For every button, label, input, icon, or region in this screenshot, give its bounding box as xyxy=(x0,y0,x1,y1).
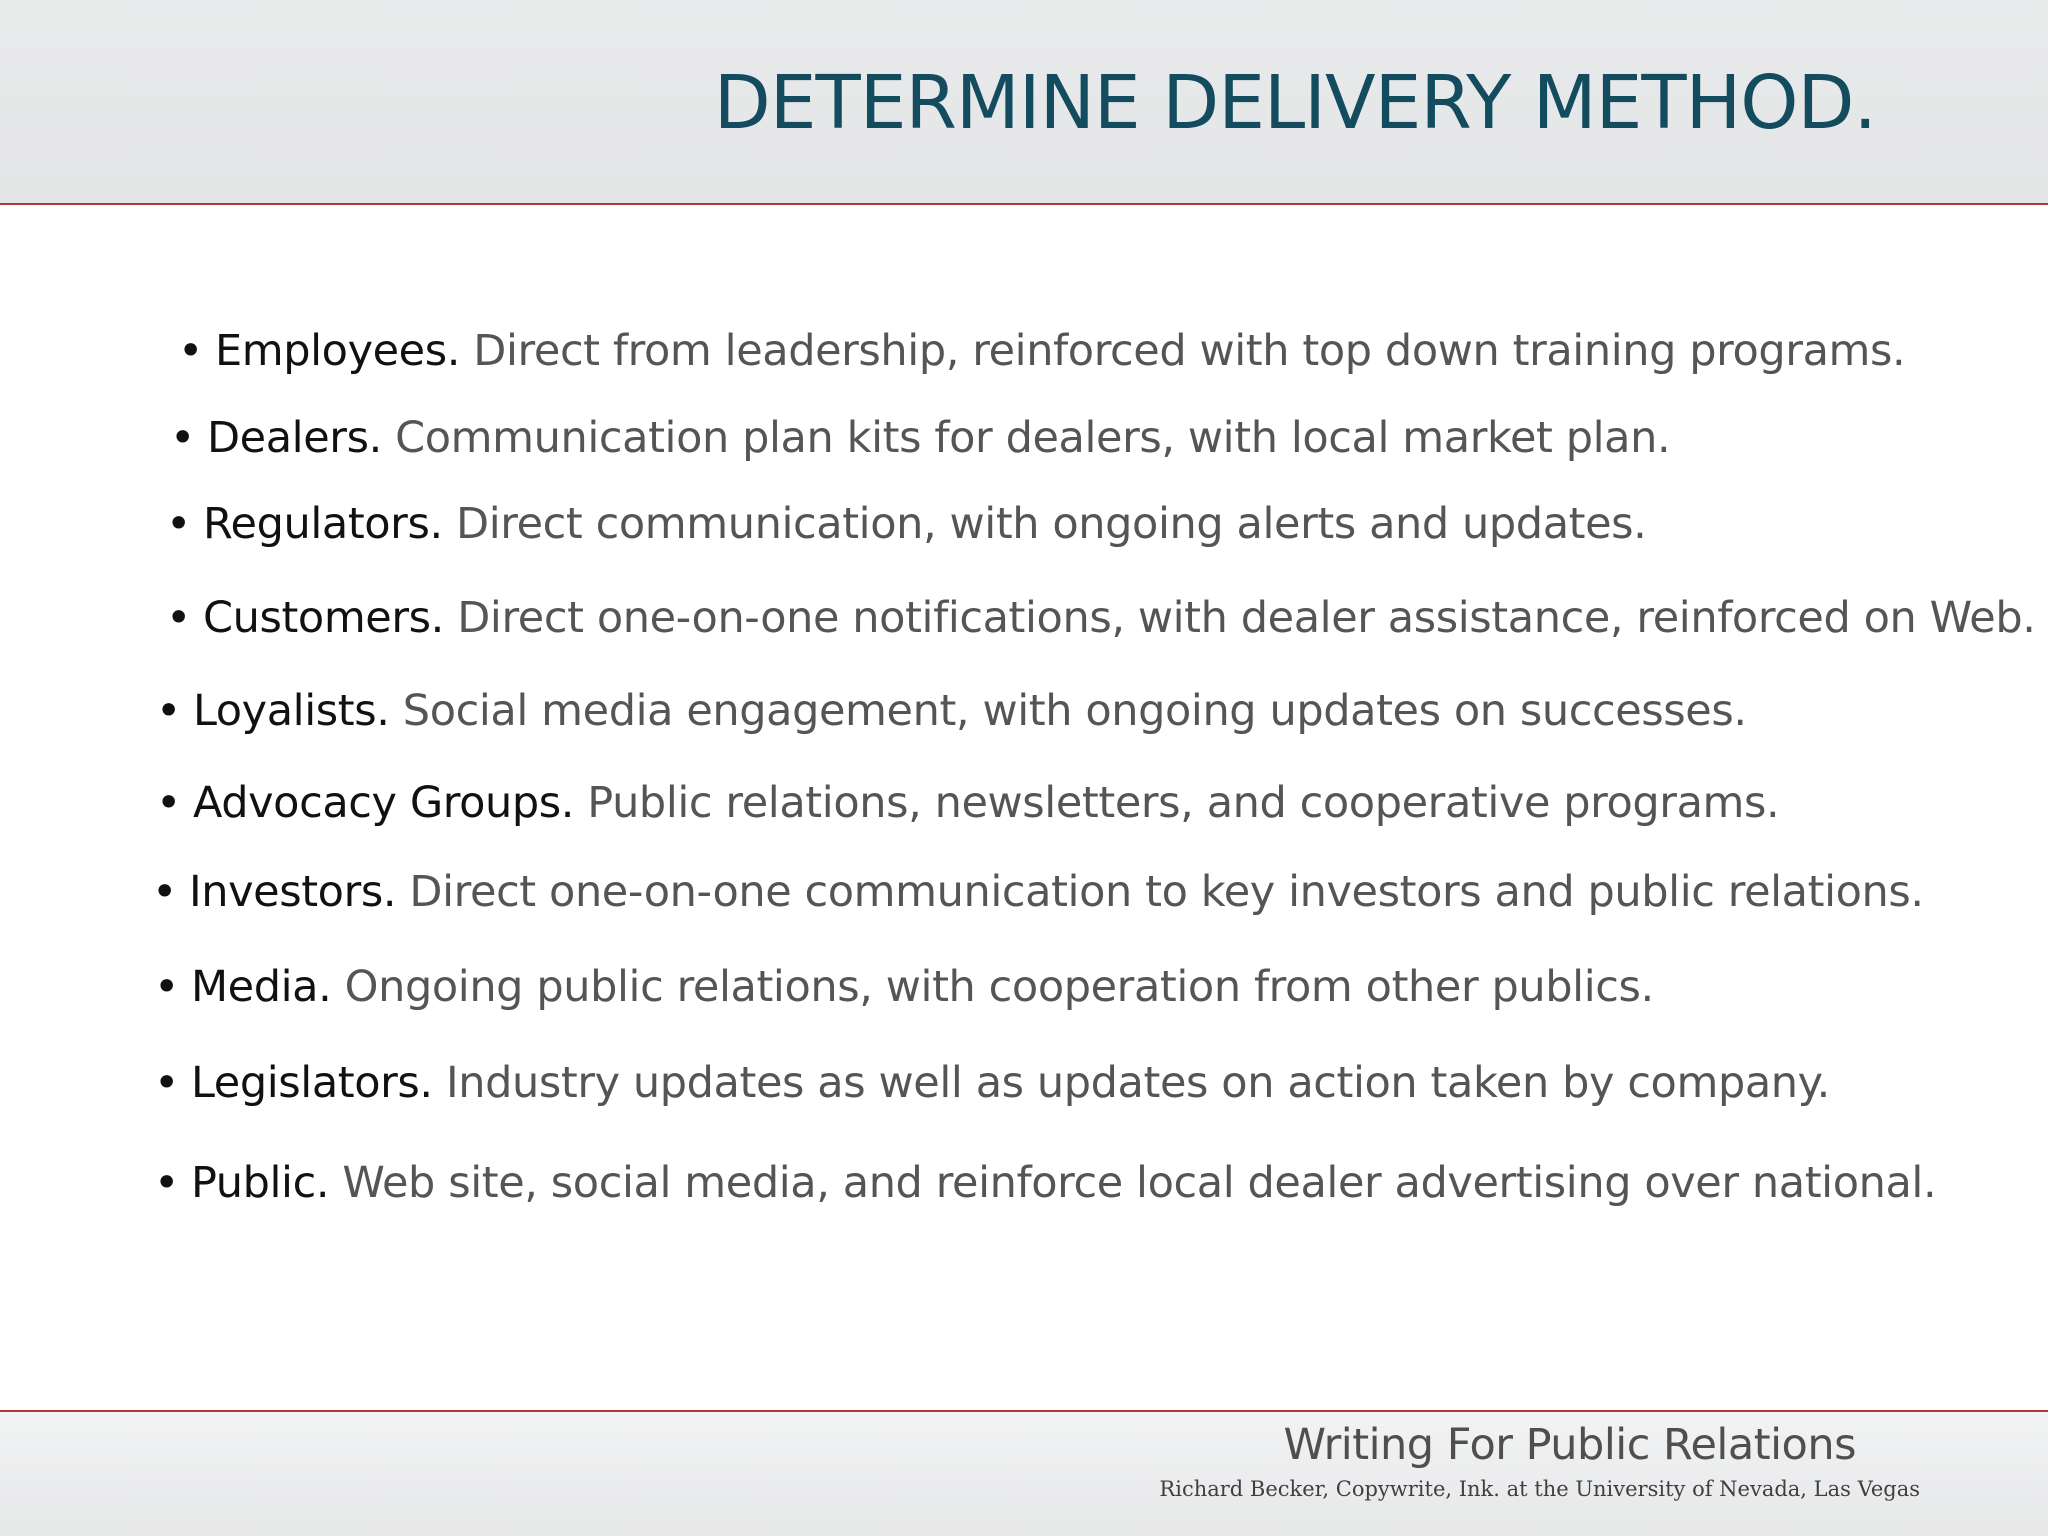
bullet-term: Customers. xyxy=(202,593,444,643)
bullet-item xyxy=(154,1058,1830,1108)
bullet-dot: • xyxy=(166,593,191,643)
bullet-description: Direct one-on-one notifications, with dealer assistance, reinforced on Web. xyxy=(457,593,2036,643)
bullet-item xyxy=(154,1158,1937,1208)
bullet-item xyxy=(156,778,1780,828)
bullet-term: Employees. xyxy=(214,326,461,376)
bullet-item xyxy=(170,413,1671,463)
bullet-dot: • xyxy=(178,326,203,376)
bullet-description: Ongoing public relations, with cooperation from other publics. xyxy=(344,962,1654,1012)
bullet-description: Industry updates as well as updates on action taken by company. xyxy=(445,1058,1830,1108)
bullet-description: Direct one-on-one communication to key investors and public relations. xyxy=(409,867,1924,917)
bullet-item xyxy=(166,593,2036,643)
bullet-term: Media. xyxy=(190,962,332,1012)
bullet-description: Social media engagement, with ongoing updates on successes. xyxy=(402,686,1747,736)
bullet-item xyxy=(166,499,1647,549)
bullet-dot: • xyxy=(156,778,181,828)
bullet-dot: • xyxy=(152,867,177,917)
bullet-term: Loyalists. xyxy=(192,686,390,736)
bullet-item xyxy=(156,686,1747,736)
bullet-term: Dealers. xyxy=(206,413,382,463)
bullet-item xyxy=(178,326,1906,376)
bullet-term: Investors. xyxy=(188,867,397,917)
bullet-dot: • xyxy=(154,1058,179,1108)
bullet-term: Legislators. xyxy=(190,1058,433,1108)
bullet-description: Public relations, newsletters, and cooperative programs. xyxy=(587,778,1780,828)
footer-author-credit: Richard Becker, Copywrite, Ink. at the University of Nevada, Las Vegas xyxy=(1159,1477,1920,1501)
bullet-dot: • xyxy=(156,686,181,736)
bullet-term: Advocacy Groups. xyxy=(192,778,575,828)
slide-title: DETERMINE DELIVERY METHOD. xyxy=(713,60,1876,146)
bullet-dot: • xyxy=(166,499,191,549)
bullet-item xyxy=(152,867,1924,917)
bullet-description: Communication plan kits for dealers, with local market plan. xyxy=(395,413,1671,463)
bullet-description: Direct communication, with ongoing alerts and updates. xyxy=(456,499,1647,549)
bullet-description: Direct from leadership, reinforced with top down training programs. xyxy=(473,326,1906,376)
bullet-dot: • xyxy=(154,962,179,1012)
bullet-term: Public. xyxy=(190,1158,330,1208)
bullet-dot: • xyxy=(170,413,195,463)
bullet-dot: • xyxy=(154,1158,179,1208)
footer-course-title: Writing For Public Relations xyxy=(1283,1420,1856,1470)
bullet-item xyxy=(154,962,1654,1012)
bullet-term: Regulators. xyxy=(202,499,443,549)
bullet-description: Web site, social media, and reinforce local dealer advertising over national. xyxy=(342,1158,1937,1208)
